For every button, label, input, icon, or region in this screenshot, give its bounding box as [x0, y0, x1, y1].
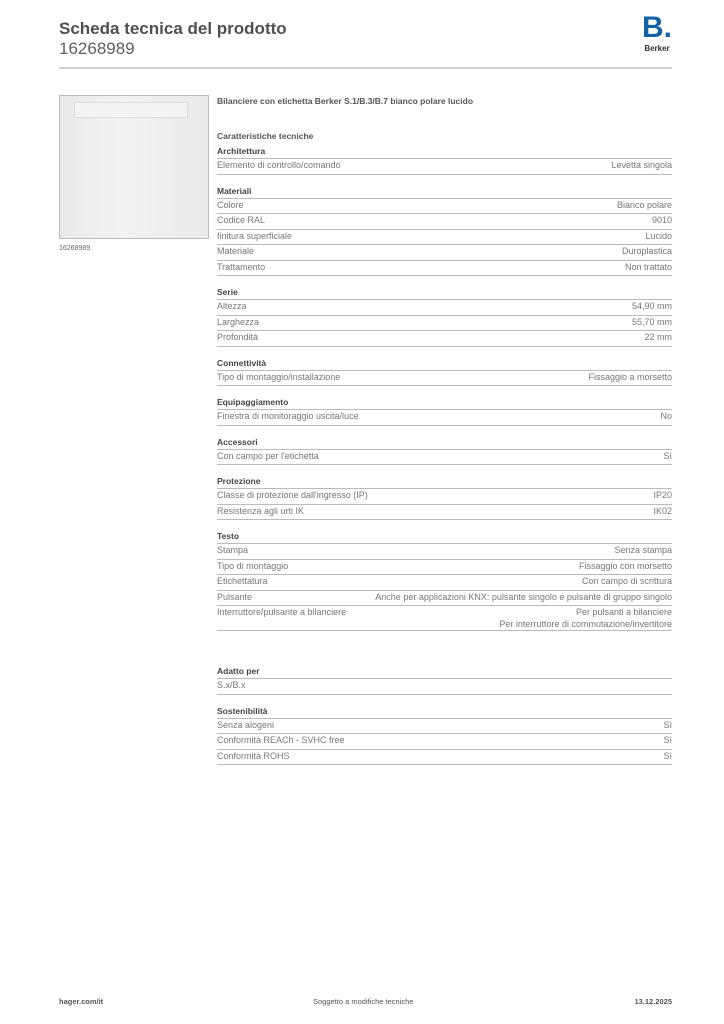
spec-value: Bianco polare	[616, 199, 672, 210]
spec-row	[217, 719, 672, 735]
spec-section	[217, 286, 672, 347]
spec-row	[217, 230, 672, 246]
spec-row	[217, 560, 672, 576]
spec-row	[217, 245, 672, 261]
spec-value: Levetta singola	[611, 160, 672, 170]
spec-value: Con campo di scrittura	[581, 576, 672, 586]
spec-row	[217, 331, 672, 347]
spec-row	[217, 371, 672, 387]
spec-label: Codice RAL	[217, 215, 266, 225]
section-title: Serie	[217, 286, 672, 300]
image-caption: 16268989	[59, 245, 91, 252]
spec-row	[217, 214, 672, 230]
specs-title: Caratteristiche tecniche	[217, 131, 314, 141]
footer-date: 13.12.2025	[634, 997, 672, 1006]
section-title: Materiali	[217, 185, 672, 199]
spec-label: Senza alogeni	[217, 719, 275, 730]
spec-label: Elemento di controllo/comando	[217, 160, 341, 170]
spec-section	[217, 475, 672, 520]
spec-value: Duroplastica	[621, 246, 672, 256]
product-code: 16268989	[59, 39, 135, 58]
spec-label: Profondità	[217, 332, 259, 342]
logo-name: Berker	[644, 44, 670, 53]
label-field	[74, 102, 188, 118]
spec-section	[217, 705, 672, 766]
section-title: Sostenibilità	[217, 705, 672, 719]
berker-logo	[640, 12, 674, 54]
spec-section	[217, 665, 672, 695]
spec-label: Resistenza agli urti IK	[217, 505, 305, 516]
page-title: Scheda tecnica del prodotto	[59, 19, 287, 38]
spec-value: Sì	[663, 719, 672, 730]
spec-value: Anche per applicazioni KNX: pulsante singolo e pulsante di gruppo singolo	[375, 591, 672, 602]
spec-section	[217, 436, 672, 466]
spec-row	[217, 591, 672, 607]
spec-section	[217, 145, 672, 175]
spec-row	[217, 734, 672, 750]
spec-value: Per pulsanti a bilanciere Per interruttore di commutazione/invertitore	[499, 607, 672, 629]
spec-row	[217, 199, 672, 215]
spec-value: Sì	[663, 735, 672, 745]
spec-value: Non trattato	[624, 261, 672, 272]
section-title: Protezione	[217, 475, 672, 489]
footer-note: Soggetto a modifiche tecniche	[313, 997, 414, 1006]
spec-label: Stampa	[217, 545, 249, 555]
product-image	[59, 95, 209, 239]
spec-label: Finestra di monitoraggio uscita/luce	[217, 411, 359, 421]
specs	[217, 95, 672, 765]
spec-row	[217, 606, 672, 631]
spec-value: Fissaggio a morsetto	[588, 371, 672, 382]
spec-sections	[217, 145, 672, 765]
spec-label: Tipo di montaggio/installazione	[217, 371, 341, 382]
spec-value: Fissaggio con morsetto	[578, 560, 672, 571]
footer-website: hager.com/it	[59, 997, 104, 1006]
section-title: Equipaggiamento	[217, 396, 672, 410]
spec-row	[217, 261, 672, 277]
logo-letter: B.	[642, 11, 672, 44]
spec-value: IP20	[653, 490, 672, 500]
spec-section	[217, 185, 672, 277]
spec-value: IK02	[653, 505, 672, 516]
section-title: Testo	[217, 530, 672, 544]
spec-value: Sì	[663, 450, 672, 461]
section-title: Accessori	[217, 436, 672, 450]
spec-label: Etichettatura	[217, 576, 268, 586]
spec-row	[217, 679, 672, 695]
spec-row	[217, 300, 672, 316]
section-title: Adatto per	[217, 665, 672, 679]
spec-value: 9010	[651, 215, 672, 225]
spec-label: Pulsante	[217, 591, 253, 602]
spec-label: Tipo di montaggio	[217, 560, 289, 571]
spec-value: Sì	[663, 750, 672, 761]
spec-label: Altezza	[217, 301, 247, 311]
spec-label: Larghezza	[217, 316, 260, 327]
header-divider	[59, 67, 672, 69]
spec-label: Conformità REACh - SVHC free	[217, 735, 345, 745]
spec-value: 54,90 mm	[631, 301, 672, 311]
spec-value: 55,70 mm	[631, 316, 672, 327]
spec-section	[217, 396, 672, 426]
spec-row	[217, 316, 672, 332]
spec-value: Lucido	[645, 230, 672, 241]
product-name: Bilanciere con etichetta Berker S.1/B.3/B.7 bianco polare lucido	[217, 96, 474, 106]
section-title: Connettività	[217, 357, 672, 371]
spec-row	[217, 410, 672, 426]
spec-row	[217, 159, 672, 175]
spec-section	[217, 357, 672, 387]
spec-section	[217, 530, 672, 631]
spec-label: Interruttore/pulsante a bilanciere	[217, 607, 347, 617]
spec-row	[217, 450, 672, 466]
spec-label: Classe di protezione dall'ingresso (IP)	[217, 490, 368, 500]
section-title: Architettura	[217, 145, 672, 159]
spec-label: S.x/B.x	[217, 680, 246, 690]
spec-label: finitura superficiale	[217, 230, 293, 241]
spec-label: Trattamento	[217, 261, 266, 272]
spec-row	[217, 750, 672, 766]
spec-value: Senza stampa	[614, 545, 672, 555]
spec-label: Materiale	[217, 246, 255, 256]
spec-label: Colore	[217, 199, 244, 210]
spec-row	[217, 544, 672, 560]
spec-label: Conformità ROHS	[217, 750, 290, 761]
spec-row	[217, 489, 672, 505]
spec-row	[217, 505, 672, 521]
spec-label: Con campo per l'etichetta	[217, 450, 319, 461]
spec-row	[217, 575, 672, 591]
spec-value: No	[660, 411, 672, 421]
spec-value: 22 mm	[644, 332, 672, 342]
